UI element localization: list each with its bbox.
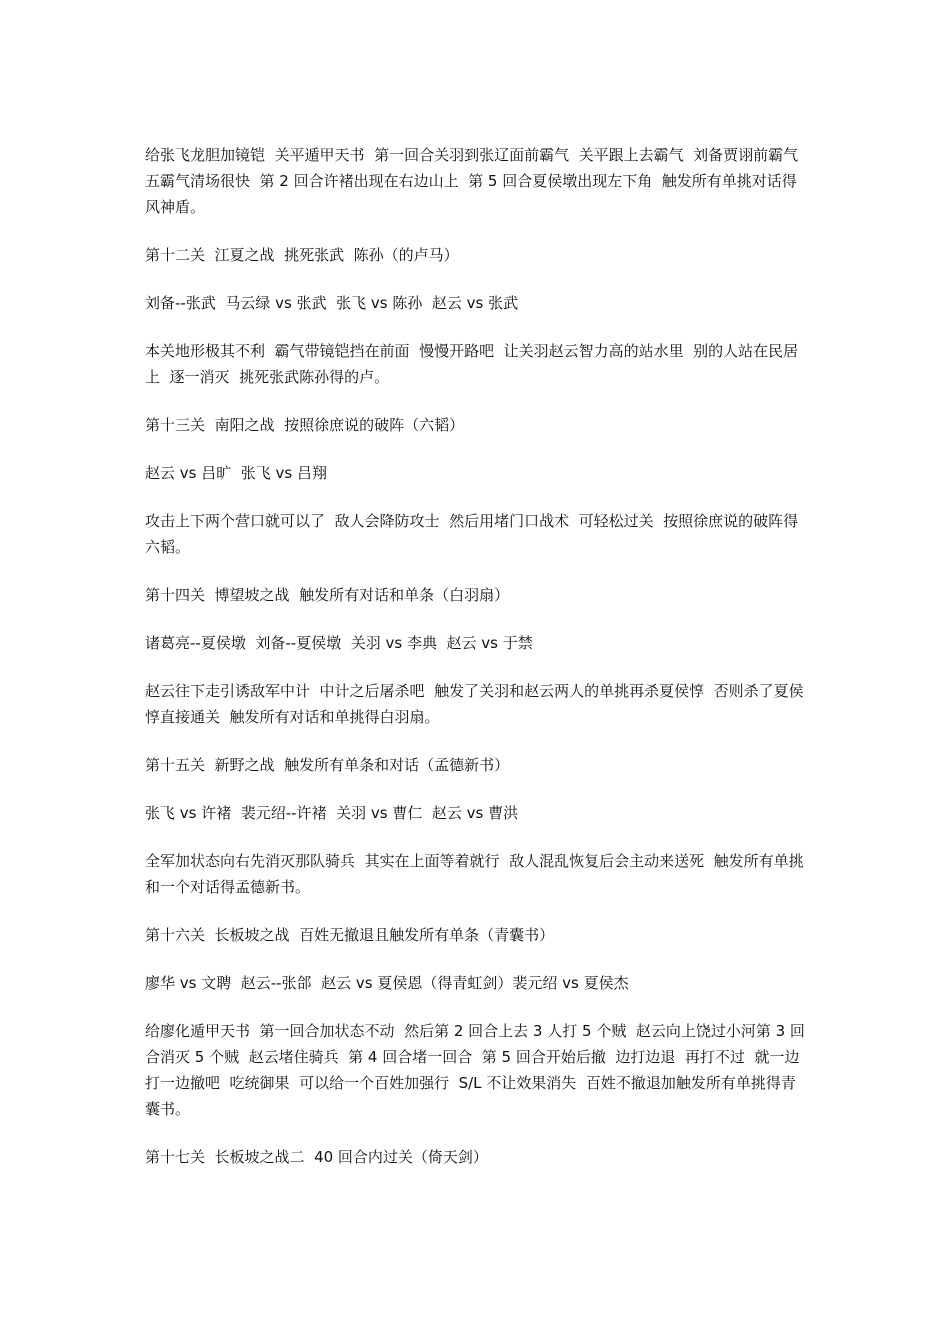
heading-stage14: 第十四关 博望坡之战 触发所有对话和单条（白羽扇）	[145, 586, 510, 604]
heading-stage16: 第十六关 长板坡之战 百姓无撤退且触发所有单条（青囊书）	[145, 926, 555, 944]
duels-stage12: 刘备--张武 马云绿 vs 张武 张飞 vs 陈孙 赵云 vs 张武	[145, 294, 519, 312]
duels-stage15: 张飞 vs 许褚 裴元绍--许褚 关羽 vs 曹仁 赵云 vs 曹洪	[145, 804, 519, 822]
paragraph-stage14-strategy: 赵云往下走引诱敌军中计 中计之后屠杀吧 触发了关羽和赵云两人的单挑再杀夏侯惇 否则杀了夏侯惇直接通关 触发所有对话和单挑得白羽扇。	[145, 682, 804, 726]
duels-stage16: 廖华 vs 文聘 赵云--张郃 赵云 vs 夏侯恩（得青虹剑）裴元绍 vs 夏侯杰	[145, 974, 629, 992]
heading-stage17: 第十七关 长板坡之战二 40 回合内过关（倚天剑）	[145, 1148, 488, 1166]
heading-stage15: 第十五关 新野之战 触发所有单条和对话（孟德新书）	[145, 756, 510, 774]
paragraph-stage16-strategy: 给廖化遁甲天书 第一回合加状态不动 然后第 2 回合上去 3 人打 5 个贼 赵云向上饶过小河第 3 回合消灭 5 个贼 赵云堵住骑兵 第 4 回合堵一回合 第 5 回合开始后撤 边打边退 再打不过 就一边打一边撤吧 吃统御果 可以给一个百姓加强行 S/L 不让效果消失 百姓不撤退加触发所有单挑得青囊书。	[145, 1022, 805, 1118]
paragraph-stage12-strategy: 本关地形极其不利 霸气带镜铠挡在前面 慢慢开路吧 让关羽赵云智力高的站水里 别的人站在民居上 逐一消灭 挑死张武陈孙得的卢。	[145, 342, 799, 386]
paragraph-stage11-strategy: 给张飞龙胆加镜铠 关平遁甲天书 第一回合关羽到张辽面前霸气 关平跟上去霸气 刘备贾诩前霸气 五霸气清场很快 第 2 回合许褚出现在右边山上 第 5 回合夏侯墩出现左下角 触发所有单挑对话得风神盾。	[145, 146, 808, 216]
duels-stage14: 诸葛亮--夏侯墩 刘备--夏侯墩 关羽 vs 李典 赵云 vs 于禁	[145, 634, 533, 652]
paragraph-stage15-strategy: 全军加状态向右先消灭那队骑兵 其实在上面等着就行 敌人混乱恢复后会主动来送死 触发所有单挑和一个对话得孟德新书。	[145, 852, 804, 896]
heading-stage12: 第十二关 江夏之战 挑死张武 陈孙（的卢马）	[145, 246, 459, 264]
paragraph-stage13-strategy: 攻击上下两个营口就可以了 敌人会降防攻士 然后用堵门口战术 可轻松过关 按照徐庶说的破阵得六韬。	[145, 512, 799, 556]
duels-stage13: 赵云 vs 吕旷 张飞 vs 吕翔	[145, 464, 327, 482]
heading-stage13: 第十三关 南阳之战 按照徐庶说的破阵（六韬）	[145, 416, 465, 434]
document-page	[145, 142, 810, 1192]
